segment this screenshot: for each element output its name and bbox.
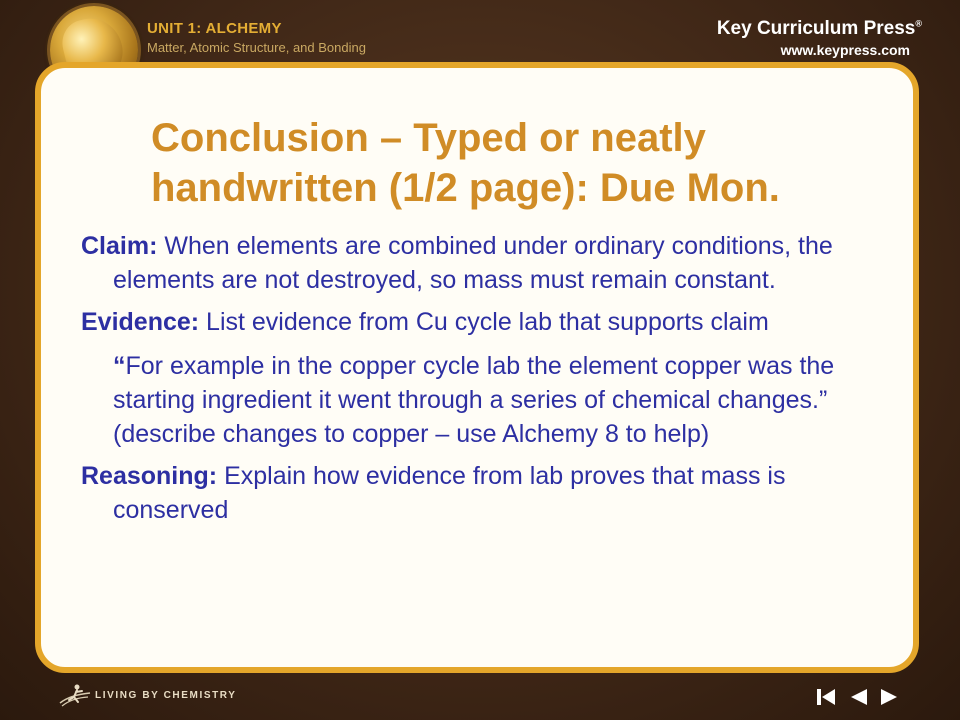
- evidence-label: Evidence:: [81, 308, 200, 336]
- publisher-name: [717, 18, 922, 40]
- unit-title: UNIT 1: ALCHEMY: [147, 20, 282, 37]
- evidence-text: List evidence from Cu cycle lab that supports claim: [199, 308, 769, 336]
- reasoning-text: Explain how evidence from lab proves that mass is conserved: [113, 462, 786, 524]
- slide-title: Conclusion – Typed or neatly handwritten (1/2 page): Due Mon.: [151, 116, 780, 210]
- triangle-right-icon[interactable]: [879, 687, 899, 707]
- claim-label: Claim:: [81, 232, 158, 260]
- unit-subtitle: Matter, Atomic Structure, and Bonding: [147, 40, 366, 55]
- skip-to-start-icon[interactable]: [815, 687, 837, 707]
- living-by-chemistry-logo: [58, 683, 258, 713]
- evidence-paragraph: [81, 305, 881, 339]
- runner-logo-icon: [58, 683, 92, 709]
- registered-mark: ®: [915, 18, 922, 29]
- triangle-left-icon[interactable]: [849, 687, 869, 707]
- reasoning-paragraph: [81, 459, 881, 527]
- slide-header: [0, 0, 960, 70]
- example-paragraph: [113, 349, 881, 451]
- claim-text: When elements are combined under ordinary conditions, the elements are not destroyed, so mass must remain constant.: [113, 232, 833, 294]
- open-quote: “: [113, 352, 126, 380]
- slide-navigation: [815, 687, 915, 709]
- logo-text: LIVING BY CHEMISTRY: [95, 690, 237, 701]
- content-panel: [35, 62, 919, 673]
- reasoning-label: Reasoning:: [81, 462, 218, 490]
- slide-body: [81, 229, 881, 535]
- claim-paragraph: [81, 229, 881, 297]
- publisher-website: www.keypress.com: [780, 42, 910, 58]
- publisher-label: Key Curriculum Press: [716, 18, 916, 39]
- example-text: For example in the copper cycle lab the element copper was the starting ingredient it went through a series of chemical changes.” (describe changes to copper – use Alchemy 8 to help): [113, 352, 835, 448]
